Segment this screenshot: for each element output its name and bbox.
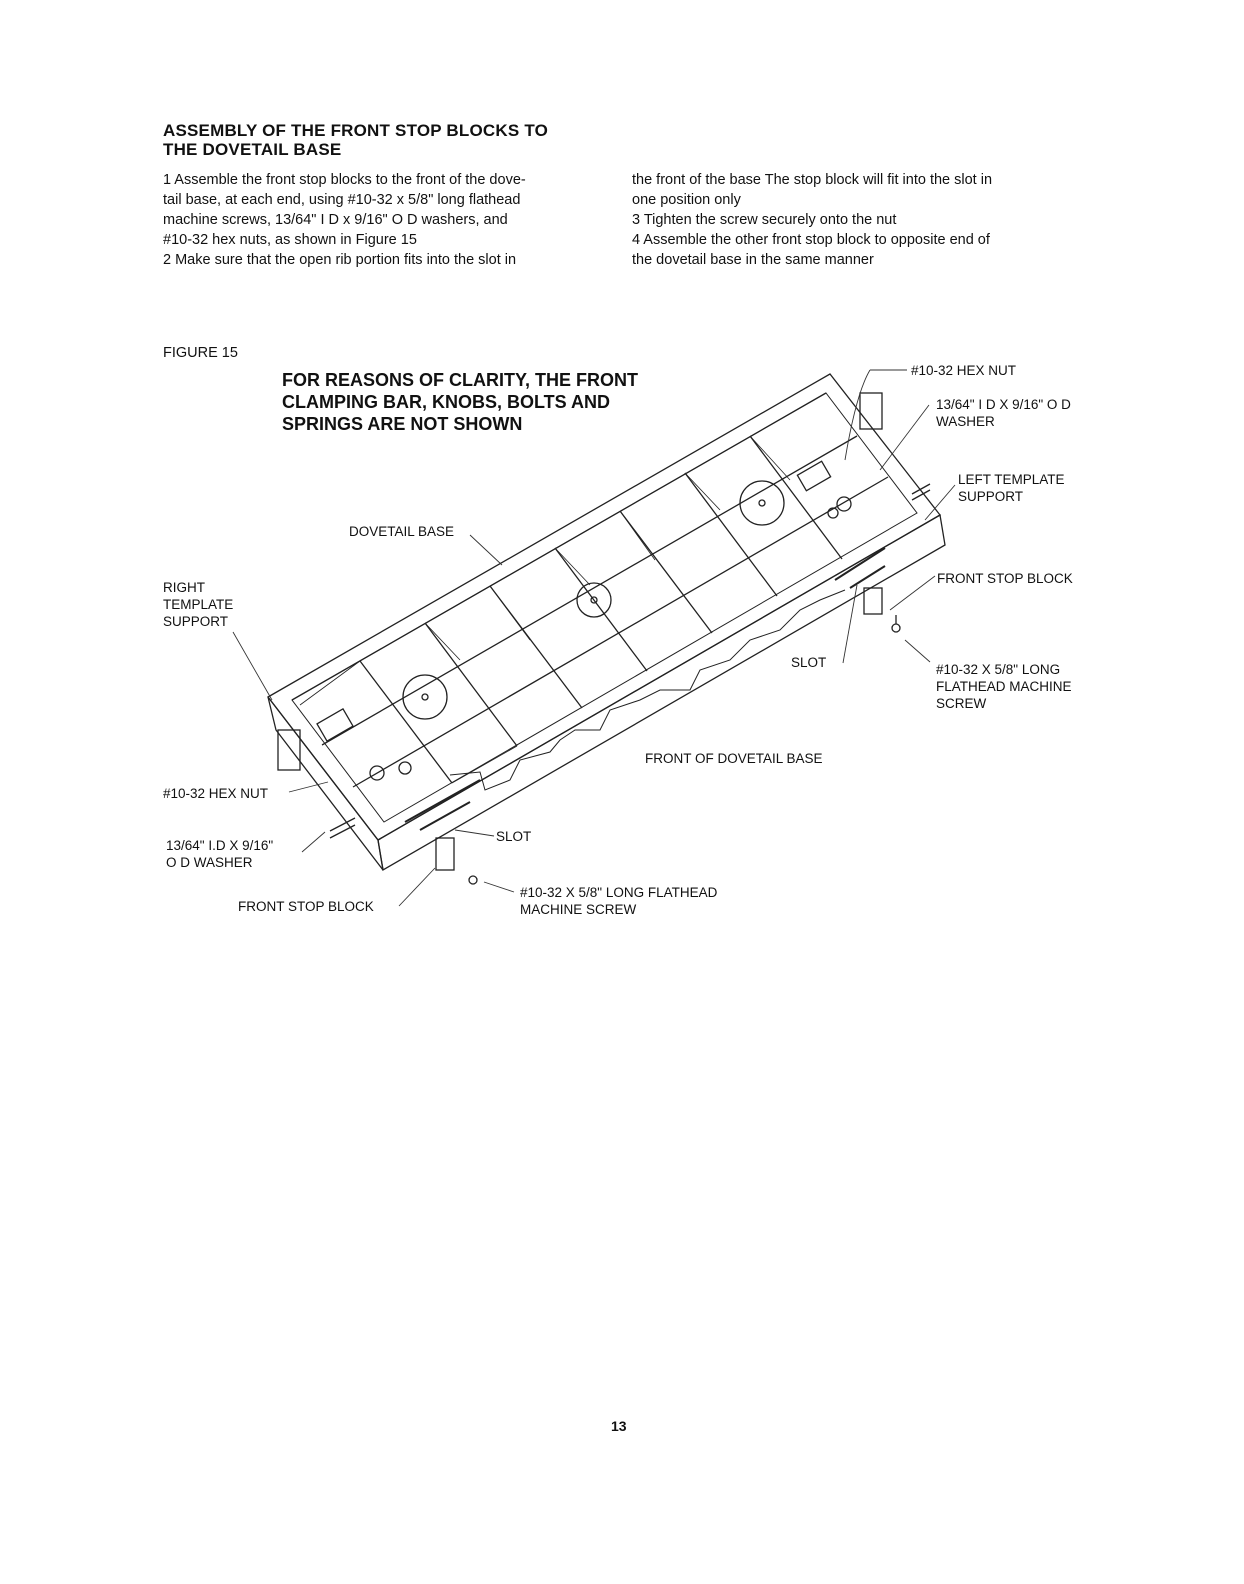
base-top-rim [268,374,940,840]
instruction-line: the dovetail base in the same manner [632,252,874,268]
instruction-line: machine screws, 13/64" I D x 9/16" O D washers, and [163,212,508,228]
heading-line-2: THE DOVETAIL BASE [163,140,342,159]
callout-screw-right: #10-32 X 5/8" LONG FLATHEAD MACHINE SCREW [936,662,1072,711]
figure-label: FIGURE 15 [163,345,238,361]
heading-line-1: ASSEMBLY OF THE FRONT STOP BLOCKS TO [163,121,549,140]
instruction-line: 1 Assemble the front stop blocks to the front of the dove- [163,172,526,188]
note-line: SPRINGS ARE NOT SHOWN [282,414,523,434]
note-line: CLAMPING BAR, KNOBS, BOLTS AND [282,392,610,412]
base-front-face [378,515,945,870]
base-left-end-face [268,697,383,870]
instruction-line: #10-32 hex nuts, as shown in Figure 15 [163,232,417,248]
callout-front-of-base: FRONT OF DOVETAIL BASE [645,751,823,766]
instruction-line: the front of the base The stop block will fit into the slot in [632,172,993,188]
instruction-line: 4 Assemble the other front stop block to opposite end of [632,232,990,248]
callout-slot-left: SLOT [496,829,532,844]
callout-hex-nut-top: #10-32 HEX NUT [911,363,1017,378]
page-number: 13 [611,1418,627,1434]
instruction-line: tail base, at each end, using #10-32 x 5/8" long flathead [163,192,521,208]
callout-front-stop-block-left: FRONT STOP BLOCK [238,899,374,914]
callout-hex-nut-left: #10-32 HEX NUT [163,786,269,801]
instruction-line: 3 Tighten the screw securely onto the nut [632,212,897,228]
instruction-line: 2 Make sure that the open rib portion fits into the slot in [163,252,517,268]
base-inner-rim [292,393,917,822]
callout-dovetail-base: DOVETAIL BASE [349,524,455,539]
callout-washer-left: 13/64" I.D X 9/16" O D WASHER [166,838,274,870]
callout-washer-top: 13/64" I D X 9/16" O D WASHER [936,397,1071,429]
callout-slot-right: SLOT [791,655,827,670]
clarity-note [282,369,638,435]
note-line: FOR REASONS OF CLARITY, THE FRONT [282,370,639,390]
instruction-line: one position only [632,192,741,208]
callout-left-template-support: LEFT TEMPLATE SUPPORT [958,472,1065,504]
callout-right-template-support: RIGHT TEMPLATE SUPPORT [163,580,234,629]
callout-screw-left: #10-32 X 5/8" LONG FLATHEAD MACHINE SCREW [520,885,718,917]
callout-front-stop-block-right: FRONT STOP BLOCK [937,571,1073,586]
